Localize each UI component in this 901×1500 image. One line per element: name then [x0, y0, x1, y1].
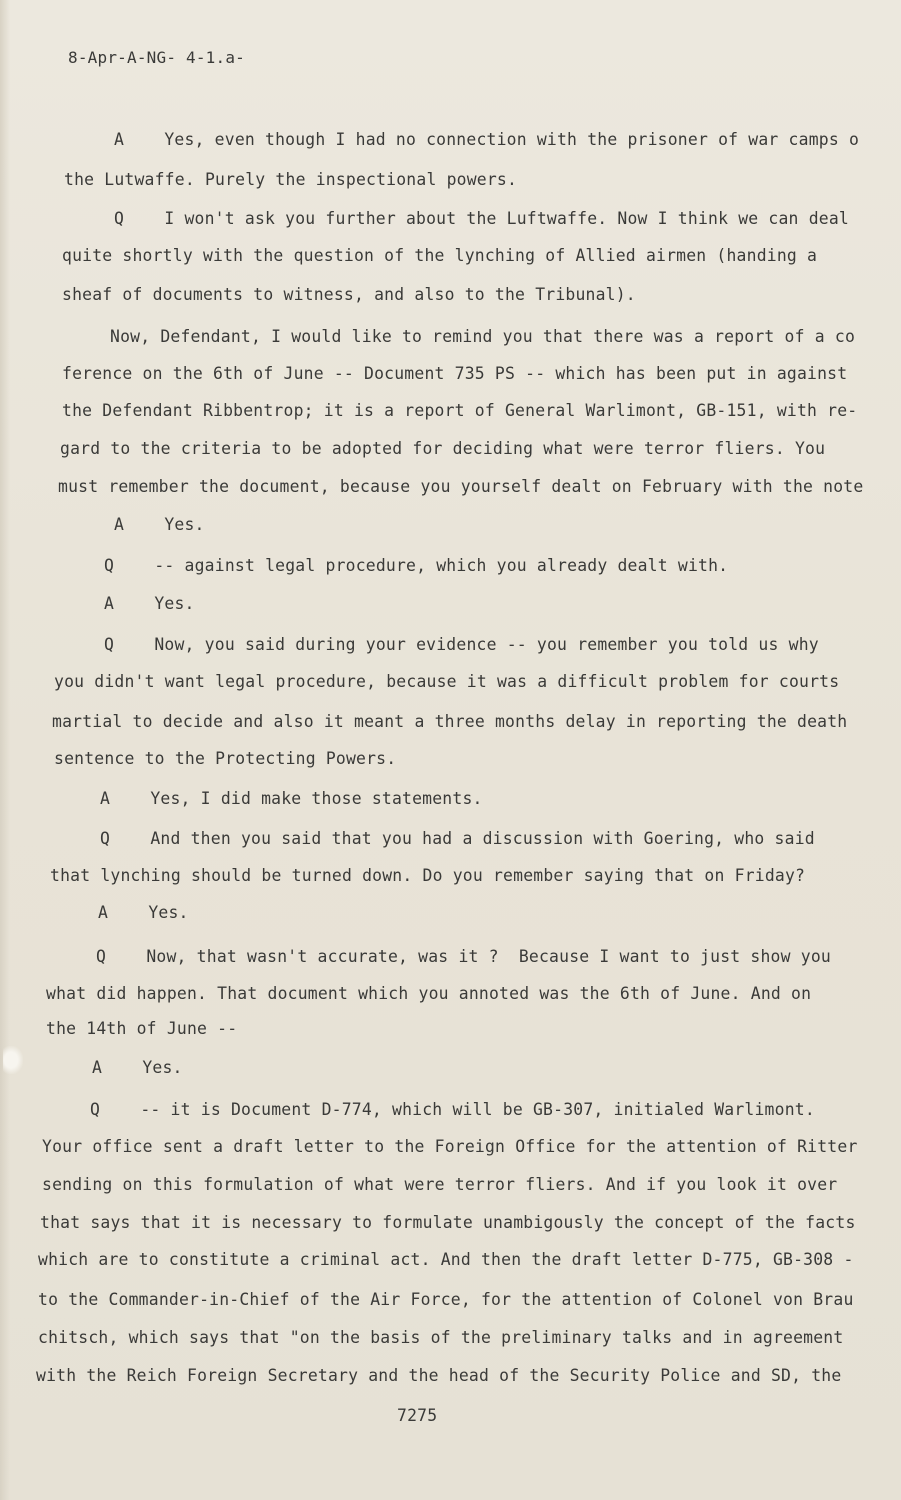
- text-line: Now, Defendant, I would like to remind you that there was a report of a co: [110, 327, 856, 346]
- text-line: Q I won't ask you further about the Luftwaffe. Now I think we can deal: [114, 209, 849, 228]
- page-edge-shadow: [0, 0, 10, 1500]
- text-line: that lynching should be turned down. Do you remember saying that on Friday?: [50, 866, 806, 885]
- text-line: A Yes.: [92, 1058, 183, 1077]
- text-line: Q -- against legal procedure, which you already dealt with.: [104, 556, 729, 575]
- page-header: 8-Apr-A-NG- 4-1.a-: [68, 48, 245, 67]
- text-line: A Yes.: [114, 515, 205, 534]
- text-line: the Lutwaffe. Purely the inspectional powers.: [64, 170, 518, 189]
- punch-hole: [3, 1046, 23, 1074]
- text-line: A Yes.: [98, 903, 189, 922]
- text-line: chitsch, which says that "on the basis of the preliminary talks and in agreement: [38, 1328, 844, 1347]
- text-line: sentence to the Protecting Powers.: [54, 749, 397, 768]
- text-line: gard to the criteria to be adopted for deciding what were terror fliers. You: [60, 439, 826, 458]
- page-number: 7275: [397, 1406, 438, 1425]
- text-line: Q And then you said that you had a discussion with Goering, who said: [100, 829, 815, 848]
- text-line: Q -- it is Document D-774, which will be GB-307, initialed Warlimont.: [90, 1100, 815, 1119]
- text-line: the 14th of June --: [46, 1019, 238, 1038]
- text-line: A Yes.: [104, 594, 195, 613]
- text-line: quite shortly with the question of the lynching of Allied airmen (handing a: [62, 246, 818, 265]
- text-line: Q Now, you said during your evidence -- you remember you told us why: [104, 635, 819, 654]
- text-line: must remember the document, because you yourself dealt on February with the note: [58, 477, 864, 496]
- text-line: sheaf of documents to witness, and also to the Tribunal).: [62, 285, 636, 304]
- text-line: the Defendant Ribbentrop; it is a report of General Warlimont, GB-151, with re-: [62, 401, 858, 420]
- text-line: Q Now, that wasn't accurate, was it ? Because I want to just show you: [96, 947, 831, 966]
- text-line: you didn't want legal procedure, because it was a difficult problem for courts: [54, 672, 840, 691]
- text-line: A Yes, even though I had no connection with the prisoner of war camps o: [114, 130, 860, 149]
- text-line: Your office sent a draft letter to the Foreign Office for the attention of Ritter: [42, 1137, 858, 1156]
- text-line: that says that it is necessary to formulate unambigously the concept of the facts: [40, 1213, 856, 1232]
- text-line: what did happen. That document which you annoted was the 6th of June. And on: [46, 984, 812, 1003]
- text-line: to the Commander-in-Chief of the Air Force, for the attention of Colonel von Brau: [38, 1290, 854, 1309]
- text-line: A Yes, I did make those statements.: [100, 789, 483, 808]
- text-line: ference on the 6th of June -- Document 735 PS -- which has been put in against: [62, 364, 848, 383]
- text-line: which are to constitute a criminal act. And then the draft letter D-775, GB-308 -: [38, 1250, 854, 1269]
- text-line: with the Reich Foreign Secretary and the head of the Security Police and SD, the: [36, 1366, 842, 1385]
- text-line: sending on this formulation of what were terror fliers. And if you look it over: [42, 1175, 838, 1194]
- text-line: martial to decide and also it meant a three months delay in reporting the death: [52, 712, 848, 731]
